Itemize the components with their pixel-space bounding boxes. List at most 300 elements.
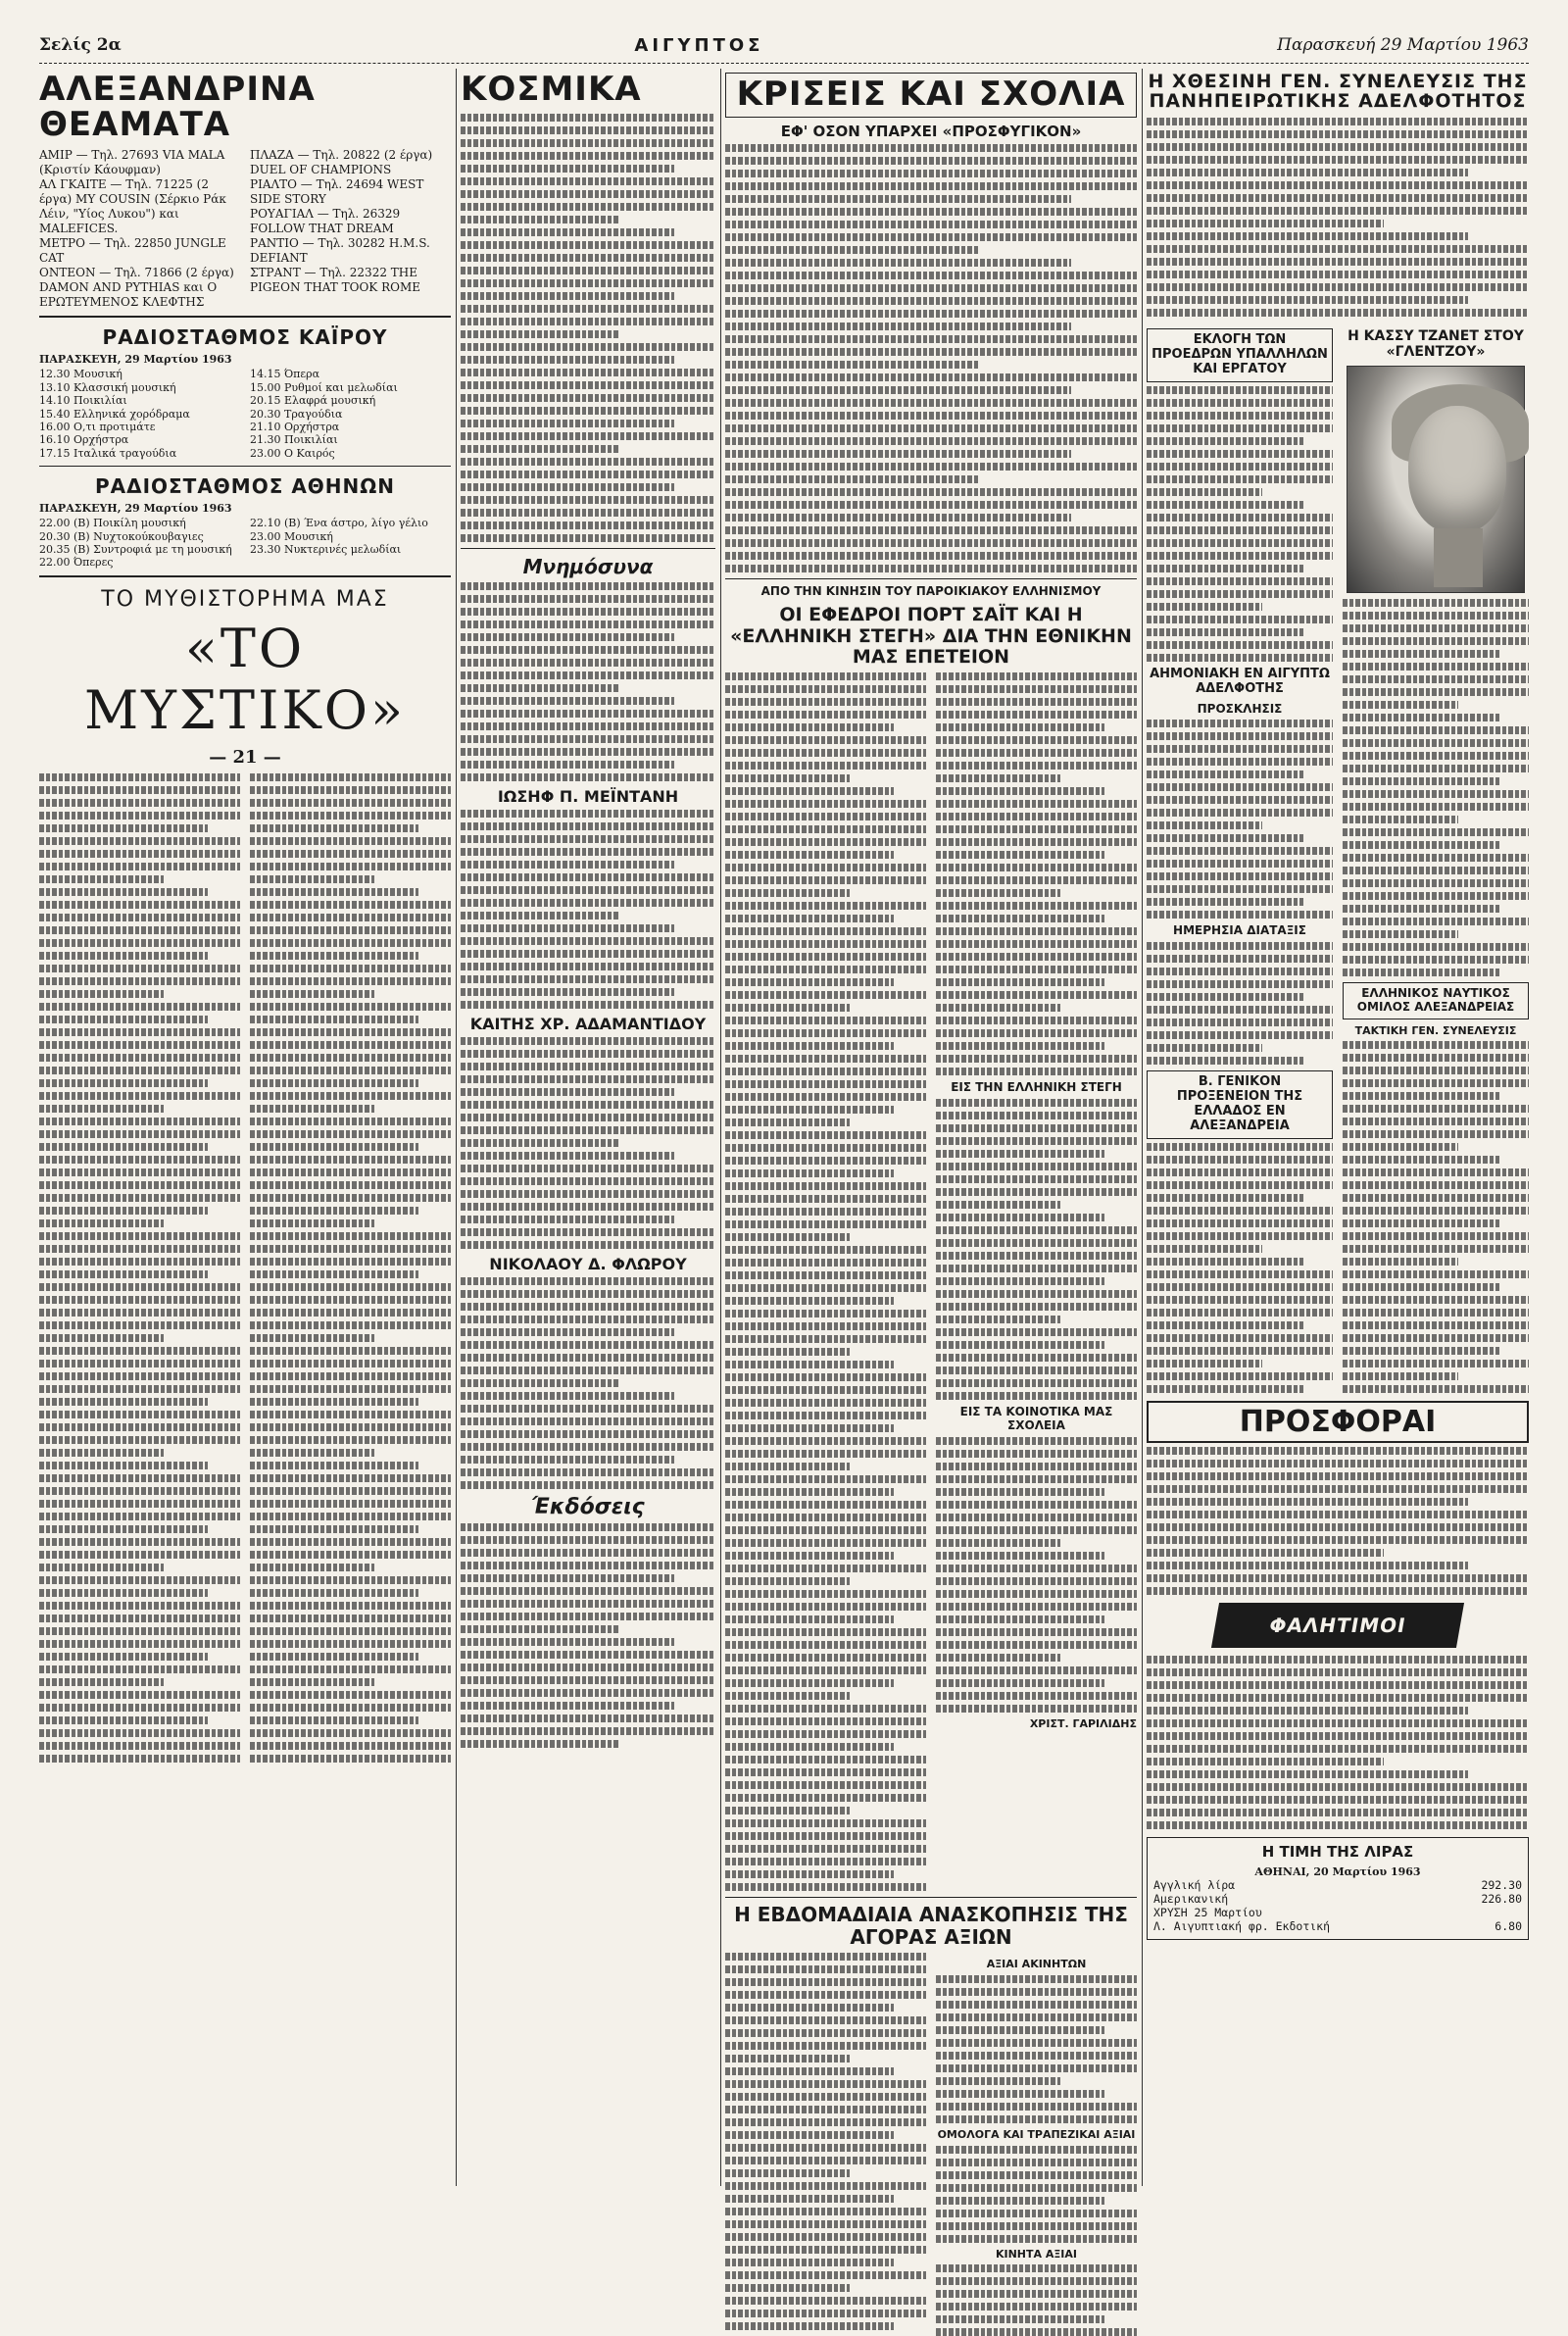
program-item: 21.10 Ορχήστρα <box>250 421 340 433</box>
text-line <box>250 1398 418 1406</box>
text-line <box>1147 488 1262 496</box>
text-line <box>936 2210 1137 2217</box>
text-line <box>461 1392 674 1400</box>
text-line <box>1147 628 1303 636</box>
text-line <box>250 990 374 998</box>
text-line <box>1343 1347 1499 1355</box>
text-line <box>1343 1309 1529 1317</box>
text-line <box>250 1041 451 1049</box>
text-line <box>1147 745 1333 753</box>
text-line <box>1343 701 1458 709</box>
text-line <box>39 1258 240 1266</box>
text-line <box>461 822 715 830</box>
text-line <box>1343 1143 1458 1151</box>
text-line <box>1147 1232 1333 1240</box>
text-line <box>250 1372 451 1380</box>
text-line <box>725 284 1137 292</box>
text-line <box>725 813 926 820</box>
novel-kicker: ΤΟ ΜΥΘΙΣΤΟΡΗΜΑ ΜΑΣ <box>101 586 389 612</box>
text-line <box>936 1328 1137 1336</box>
text-line <box>725 437 1137 445</box>
text-line <box>250 1704 451 1712</box>
masthead: ΑΙΓΥΠΤΟΣ <box>634 34 764 56</box>
text-line <box>725 424 1137 432</box>
text-line <box>725 876 926 884</box>
text-line <box>250 1602 451 1610</box>
text-line <box>461 165 674 173</box>
program-item: 13.10 Κλασσική μουσική <box>39 380 176 394</box>
text-line <box>1147 552 1333 560</box>
text-line <box>1147 1270 1333 1278</box>
text-line <box>725 2157 926 2164</box>
text-line <box>1147 1296 1333 1304</box>
text-line <box>725 1169 894 1177</box>
text-line <box>461 1613 715 1620</box>
text-line <box>461 761 674 769</box>
text-line <box>1147 296 1468 304</box>
text-line <box>250 952 418 960</box>
text-line <box>39 1168 240 1176</box>
text-line <box>39 1615 240 1622</box>
text-line <box>936 1514 1137 1521</box>
text-line <box>725 488 1137 496</box>
text-line <box>1147 885 1333 893</box>
program-item: 17.15 Ιταλικά τραγούδια <box>39 446 177 460</box>
text-line <box>936 2222 1137 2230</box>
text-line <box>725 2284 850 2292</box>
memorial-name: ΙΩΣΗΦ Π. ΜΕΪΝΤΑΝΗ <box>497 786 679 806</box>
text-line <box>39 1130 240 1138</box>
text-line <box>39 926 240 934</box>
text-line <box>39 1487 240 1495</box>
text-line <box>1147 732 1333 740</box>
text-line <box>936 1463 1137 1470</box>
text-line <box>936 902 1137 910</box>
text-line <box>725 1271 926 1279</box>
text-line <box>725 2029 926 2037</box>
text-line <box>461 1651 715 1659</box>
text-line <box>936 1488 1104 1496</box>
text-line <box>725 1310 926 1317</box>
text-line <box>725 927 926 935</box>
text-line <box>461 1562 715 1569</box>
text-line <box>936 1341 1104 1349</box>
text-line <box>725 953 926 961</box>
text-line <box>1343 1156 1499 1164</box>
text-line <box>39 990 164 998</box>
text-line <box>39 1449 164 1457</box>
text-line <box>250 824 418 832</box>
text-line <box>725 259 1071 267</box>
text-line <box>1343 1385 1529 1393</box>
text-line <box>936 698 1137 706</box>
market-text <box>725 1953 1137 2336</box>
program-item: 22.10 (B) Ένα άστρο, λίγο γέλιο <box>250 517 428 530</box>
text-line <box>1343 854 1529 862</box>
text-line <box>1147 872 1333 880</box>
market-heading: Η ΕΒΔΟΜΑΔΙΑΙΑ ΑΝΑΣΚΟΠΗΣΙΣ ΤΗΣ ΑΓΟΡΑΣ ΑΞΙΩΝ <box>734 1903 1128 1950</box>
text-line <box>250 1258 451 1266</box>
text-line <box>250 1334 374 1342</box>
show-item: ΡΙΑΛΤΟ — Τηλ. 24694 WEST SIDE STORY <box>250 177 424 207</box>
text-line <box>39 1219 164 1227</box>
text-line <box>461 126 715 134</box>
text-line <box>725 2131 894 2139</box>
text-line <box>725 1730 926 1738</box>
text-line <box>39 939 240 947</box>
text-line <box>461 1328 674 1336</box>
text-line <box>461 937 715 945</box>
text-line <box>725 1399 926 1407</box>
text-line <box>250 1194 451 1202</box>
text-line <box>461 1126 715 1134</box>
text-line <box>725 1794 926 1802</box>
text-line <box>39 1436 240 1444</box>
text-line <box>1343 790 1529 798</box>
text-line <box>1147 1656 1529 1664</box>
commentary-title: ΚΡΙΣΕΙΣ ΚΑΙ ΣΧΟΛΙΑ <box>725 73 1137 118</box>
text-line <box>39 1423 240 1431</box>
text-line <box>1147 1719 1529 1727</box>
text-line <box>725 233 1137 241</box>
text-line <box>1343 637 1529 645</box>
text-line <box>250 901 451 909</box>
text-line <box>461 509 715 517</box>
text-line <box>39 1372 240 1380</box>
text-line <box>936 1055 1137 1063</box>
text-line <box>725 978 894 986</box>
program-item: 12.30 Μουσική <box>39 368 122 381</box>
text-line <box>936 723 1104 731</box>
text-line <box>1343 1092 1499 1100</box>
text-line <box>725 2233 926 2241</box>
text-line <box>39 888 208 896</box>
text-line <box>1147 475 1333 483</box>
text-line <box>725 246 980 254</box>
text-line <box>936 1175 1137 1183</box>
text-line <box>1147 1549 1384 1557</box>
text-line <box>725 208 1137 216</box>
text-line <box>250 850 451 858</box>
text-line <box>461 496 715 504</box>
text-line <box>1147 796 1333 804</box>
text-line <box>461 1417 715 1425</box>
text-line <box>725 2106 926 2113</box>
text-line <box>936 991 1137 999</box>
text-line <box>725 1603 926 1611</box>
text-line <box>461 1303 715 1311</box>
text-line <box>1147 821 1262 829</box>
naval-subheading: ΤΑΚΤΙΚΗ ΓΕΝ. ΣΥΝΕΛΕΥΣΙΣ <box>1354 1023 1517 1037</box>
text-line <box>1147 258 1529 266</box>
text-line <box>936 953 1137 961</box>
text-line <box>725 851 894 859</box>
text-line <box>725 1437 926 1445</box>
show-item: ΡΑΝΤΙΟ — Τηλ. 30282 H.M.S. DEFIANT <box>250 236 430 266</box>
text-line <box>461 458 715 466</box>
text-line <box>936 787 1104 795</box>
text-line <box>725 361 980 369</box>
text-line <box>1343 650 1499 658</box>
text-line <box>39 1156 240 1164</box>
text-line <box>1147 1758 1384 1765</box>
text-line <box>1147 1156 1333 1164</box>
text-line <box>461 1088 674 1096</box>
text-line <box>461 1075 715 1083</box>
text-line <box>461 534 715 542</box>
publications-text <box>461 1523 715 1748</box>
text-line <box>725 762 926 770</box>
text-line <box>936 1290 1137 1298</box>
text-line <box>936 1603 1137 1611</box>
memorial-name: ΚΑΙΤΗΣ ΧΡ. ΑΔΑΜΑΝΤΙΔΟΥ <box>469 1014 707 1033</box>
text-line <box>725 1017 926 1024</box>
issue-date: Παρασκευή 29 Μαρτίου 1963 <box>1277 35 1529 55</box>
text-line <box>1147 1745 1529 1753</box>
program-item: 16.00 Ο,τι προτιμάτε <box>39 421 156 433</box>
text-line <box>1147 860 1333 868</box>
text-line <box>725 787 894 795</box>
text-line <box>461 1216 674 1223</box>
text-line <box>1343 1079 1529 1087</box>
text-line <box>461 381 715 389</box>
text-line <box>461 483 674 491</box>
text-line <box>250 799 451 807</box>
text-line <box>1343 1283 1499 1291</box>
column-divider <box>720 69 721 2186</box>
text-line <box>250 1105 374 1113</box>
text-line <box>39 1513 240 1520</box>
text-line <box>1147 898 1303 906</box>
text-line <box>461 1549 715 1557</box>
text-line <box>39 1334 164 1342</box>
text-line <box>725 2118 926 2126</box>
text-line <box>39 1653 208 1661</box>
text-line <box>1147 809 1333 817</box>
text-line <box>725 1552 894 1560</box>
text-line <box>461 1430 715 1438</box>
text-line <box>936 1450 1137 1458</box>
text-line <box>936 813 1137 820</box>
divider <box>725 1897 1137 1898</box>
text-line <box>725 1361 894 1368</box>
text-line <box>461 177 715 185</box>
text-line <box>725 1208 926 1216</box>
divider <box>39 316 451 318</box>
text-line <box>725 1093 926 1101</box>
text-line <box>461 810 715 818</box>
text-line <box>1147 1283 1333 1291</box>
text-line <box>1147 1309 1333 1317</box>
text-line <box>1343 1296 1529 1304</box>
text-line <box>725 1220 926 1228</box>
text-line <box>250 1411 451 1418</box>
text-line <box>725 1590 926 1598</box>
text-line <box>461 1740 618 1748</box>
text-line <box>39 1398 208 1406</box>
show-item: ΟΝΤΕΟΝ — Τηλ. 71866 (2 έργα) DAMON AND PYTHIAS και Ο ΕΡΩΤΕΥΜΕΝΟΣ ΚΛΕΦΤΗΣ <box>39 266 234 310</box>
text-line <box>725 2080 926 2088</box>
text-line <box>461 1316 715 1323</box>
text-line <box>725 672 926 680</box>
text-line <box>936 2039 1137 2047</box>
article-text <box>725 144 1137 572</box>
text-line <box>461 522 715 529</box>
text-line <box>936 1367 1137 1374</box>
text-line <box>1147 968 1333 975</box>
text-line <box>936 2277 1137 2285</box>
text-line <box>461 963 715 970</box>
program-item: 20.15 Ελαφρά μουσική <box>250 394 376 408</box>
text-line <box>461 1676 715 1684</box>
text-line <box>461 1101 715 1109</box>
text-line <box>725 800 926 808</box>
memorial-name: ΝΙΚΟΛΑΟΥ Δ. ΦΛΩΡΟΥ <box>489 1254 687 1273</box>
text-line <box>936 1679 1104 1687</box>
text-line <box>250 1360 451 1367</box>
text-line <box>725 539 1137 547</box>
text-line <box>936 774 1060 782</box>
consulate-heading: Β. ΓΕΝΙΚΟΝ ΠΡΟΞΕΝΕΙΟΝ ΤΗΣ ΕΛΛΑΔΟΣ ΕΝ ΑΛΕΞΑΝΔΡΕΙΑ <box>1147 1070 1333 1139</box>
text-line <box>39 799 240 807</box>
text-line <box>936 1590 1137 1598</box>
text-line <box>936 966 1137 973</box>
text-line <box>725 1705 926 1713</box>
text-line <box>936 1692 1137 1700</box>
page-header <box>39 27 1529 64</box>
text-line <box>725 1539 926 1547</box>
text-line <box>725 2195 894 2203</box>
text-line <box>936 1099 1137 1107</box>
text-line <box>725 1781 926 1789</box>
text-line <box>1147 847 1333 855</box>
text-line <box>1147 1536 1529 1544</box>
text-line <box>1343 1360 1529 1367</box>
text-line <box>250 1118 451 1125</box>
text-line <box>725 2246 926 2254</box>
signature: ΧΡΙΣΤ. ΓΑΡΙΛΙΔΗΣ <box>1029 1716 1137 1730</box>
text-line <box>1147 1168 1333 1176</box>
text-line <box>461 152 715 160</box>
text-line <box>725 552 1137 560</box>
show-item: ΣΤΡΑΝΤ — Τηλ. 22322 THE PIGEON THAT TOOK ROME <box>250 266 420 295</box>
text-line <box>936 2171 1137 2179</box>
text-line <box>1147 1574 1529 1582</box>
text-line <box>39 1028 240 1036</box>
text-line <box>39 1665 240 1673</box>
text-line <box>39 1054 240 1062</box>
novel-title: «ΤΟ ΜΥΣΤΙΚΟ» <box>83 617 407 741</box>
text-line <box>936 1577 1137 1585</box>
text-line <box>461 394 715 402</box>
text-line <box>1147 911 1333 919</box>
subsection-heading: ΕΙΣ ΤΗΝ ΕΛΛΗΝΙΚΗ ΣΤΕΓΗ <box>951 1080 1122 1095</box>
text-line <box>936 2328 1137 2336</box>
text-line <box>936 1475 1137 1483</box>
program-item: 16.10 Ορχήστρα <box>39 433 129 447</box>
article-text <box>725 672 1137 1891</box>
text-line <box>461 697 674 705</box>
text-line <box>725 2271 926 2279</box>
text-line <box>461 1341 715 1349</box>
text-line <box>39 1576 240 1584</box>
program-item: 20.35 (B) Συντροφιά με τη μουσική <box>39 543 232 557</box>
text-line <box>39 1296 240 1304</box>
text-line <box>39 1309 240 1317</box>
text-line <box>936 2026 1104 2034</box>
text-line <box>1147 758 1333 766</box>
text-line <box>250 1270 418 1278</box>
text-line <box>725 1029 926 1037</box>
text-line <box>461 1481 715 1489</box>
text-line <box>461 1063 715 1070</box>
text-line <box>1147 577 1333 585</box>
text-line <box>461 1203 715 1211</box>
text-line <box>250 773 451 781</box>
text-line <box>39 1742 240 1750</box>
text-line <box>725 2182 926 2190</box>
text-line <box>725 1991 926 1999</box>
text-line <box>936 1252 1137 1260</box>
memorial-heading: Μνημόσυνα <box>522 554 654 578</box>
program-item: 23.00 Μουσική <box>250 529 333 543</box>
text-line <box>1147 993 1303 1001</box>
text-line <box>461 1456 674 1464</box>
text-line <box>936 864 1137 871</box>
text-line <box>1147 1143 1333 1151</box>
text-line <box>936 1526 1137 1534</box>
text-line <box>461 1727 715 1735</box>
text-line <box>725 1131 926 1139</box>
text-line <box>936 2315 1104 2323</box>
text-line <box>1147 283 1529 291</box>
text-line <box>250 1003 451 1011</box>
text-line <box>461 748 715 756</box>
text-line <box>1147 271 1529 278</box>
text-line <box>725 1883 926 1891</box>
text-line <box>1343 1372 1458 1380</box>
text-line <box>1147 194 1529 202</box>
text-line <box>1147 1347 1333 1355</box>
text-line <box>725 1373 926 1381</box>
text-line <box>1147 603 1262 611</box>
text-line <box>250 1067 451 1074</box>
divider <box>725 578 1137 579</box>
text-line <box>461 950 715 958</box>
text-line <box>461 1625 618 1633</box>
rate-heading: Η ΤΙΜΗ ΤΗΣ ΛΙΡΑΣ <box>1261 1843 1414 1862</box>
text-line <box>936 1277 1104 1285</box>
text-line <box>936 2264 1137 2272</box>
show-item: ΠΛΑΖΑ — Τηλ. 20822 (2 έργα) DUEL OF CHAMPIONS <box>250 148 433 177</box>
text-line <box>250 965 451 972</box>
text-line <box>250 1283 451 1291</box>
text-line <box>1147 1587 1529 1595</box>
text-line <box>936 1188 1137 1196</box>
text-line <box>1343 1321 1529 1329</box>
text-line <box>936 736 1137 744</box>
text-line <box>461 471 715 478</box>
text-line <box>250 1742 451 1750</box>
text-line <box>39 1602 240 1610</box>
text-line <box>725 1514 926 1521</box>
text-line <box>1343 663 1529 671</box>
article-heading: ΕΦ' ΟΣΟΝ ΥΠΑΡΧΕΙ «ΠΡΟΣΦΥΓΙΚΟΝ» <box>780 122 1082 140</box>
text-line <box>1343 612 1529 620</box>
text-line <box>250 1615 451 1622</box>
naval-heading: ΕΛΛΗΝΙΚΟΣ ΝΑΥΤΙΚΟΣ ΟΜΙΛΟΣ ΑΛΕΞΑΝΔΡΕΙΑΣ <box>1343 982 1529 1019</box>
text-line <box>461 684 618 692</box>
